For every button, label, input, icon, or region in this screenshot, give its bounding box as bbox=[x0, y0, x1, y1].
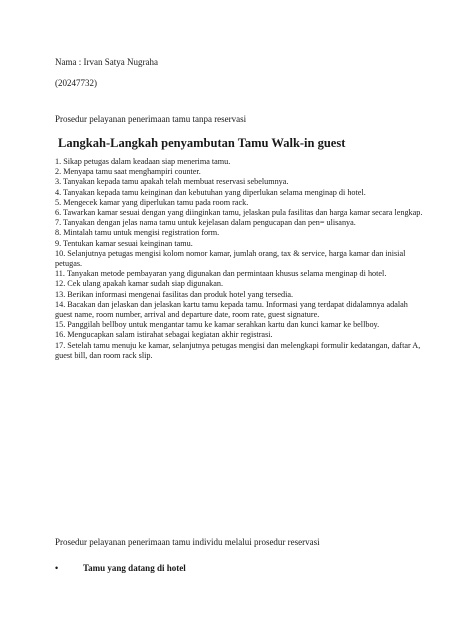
step-item: 2. Menyapa tamu saat menghampiri counter. bbox=[55, 167, 201, 177]
student-name: Nama : Irvan Satya Nugraha bbox=[55, 57, 158, 67]
walk-in-heading: Langkah-Langkah penyambutan Tamu Walk-in guest bbox=[58, 136, 346, 150]
step-item: 5. Mengecek kamar yang diperlukan tamu pada room rack. bbox=[55, 197, 249, 207]
section-title-reservation: Prosedur pelayanan penerimaan tamu individu melalui prosedur reservasi bbox=[55, 537, 320, 547]
step-item: 10. Selanjutnya petugas mengisi kolom nomor kamar, jumlah orang, tax & service, harga kamar dan inisial petugas. bbox=[55, 248, 406, 269]
step-item: 6. Tawarkan kamar sesuai dengan yang diinginkan tamu, jelaskan pula fasilitas dan harga kamar secara lengkap. bbox=[55, 208, 423, 218]
step-item: 13. Berikan informasi mengenai fasilitas dan produk hotel yang tersedia. bbox=[55, 289, 294, 299]
bullet-icon: • bbox=[55, 563, 59, 573]
step-item: 12. Cek ulang apakah kamar sudah siap digunakan. bbox=[55, 279, 224, 289]
walk-in-steps-list bbox=[55, 157, 425, 361]
step-item: 9. Tentukan kamar sesuai keinginan tamu. bbox=[55, 238, 193, 248]
step-item: 14. Bacakan dan jelaskan dan jelaskan kartu tamu kepada tamu. Informasi yang terdapat didalamnya adalah guest name, room number, arrival and departure date, room rate, guest signature. bbox=[55, 299, 408, 320]
step-item: 8. Mintalah tamu untuk mengisi registration form. bbox=[55, 228, 220, 238]
student-id: (20247732) bbox=[55, 78, 97, 88]
step-item: 17. Setelah tamu menuju ke kamar, selanjutnya petugas mengisi dan melengkapi formulir kedatangan, daftar A, guest bill, dan room rack slip. bbox=[55, 340, 421, 360]
section-title-walk-in: Prosedur pelayanan penerimaan tamu tanpa reservasi bbox=[55, 114, 247, 124]
step-item: 11. Tanyakan metode pembayaran yang digunakan dan permintaan khusus selama menginap di hotel. bbox=[55, 269, 387, 279]
bullet-heading: Tamu yang datang di hotel bbox=[83, 563, 186, 573]
step-item: 16. Mengucapkan salam istirahat sebagai kegiatan akhir registrasi. bbox=[55, 330, 273, 340]
step-item: 15. Panggilah bellboy untuk mengantar tamu ke kamar serahkan kartu dan kunci kamar ke bellboy. bbox=[55, 320, 380, 330]
step-item: 1. Sikap petugas dalam keadaan siap menerima tamu. bbox=[55, 157, 231, 166]
step-item: 4. Tanyakan kepada tamu keinginan dan kebutuhan yang diperlukan selama menginap di hotel. bbox=[55, 187, 366, 197]
step-item: 7. Tanyakan dengan jelas nama tamu untuk kejelasan dalam pengucapan dan pen= ulisanya. bbox=[55, 218, 356, 228]
step-item: 3. Tanyakan kepada tamu apakah telah membuat reservasi sebelumnya. bbox=[55, 177, 289, 187]
